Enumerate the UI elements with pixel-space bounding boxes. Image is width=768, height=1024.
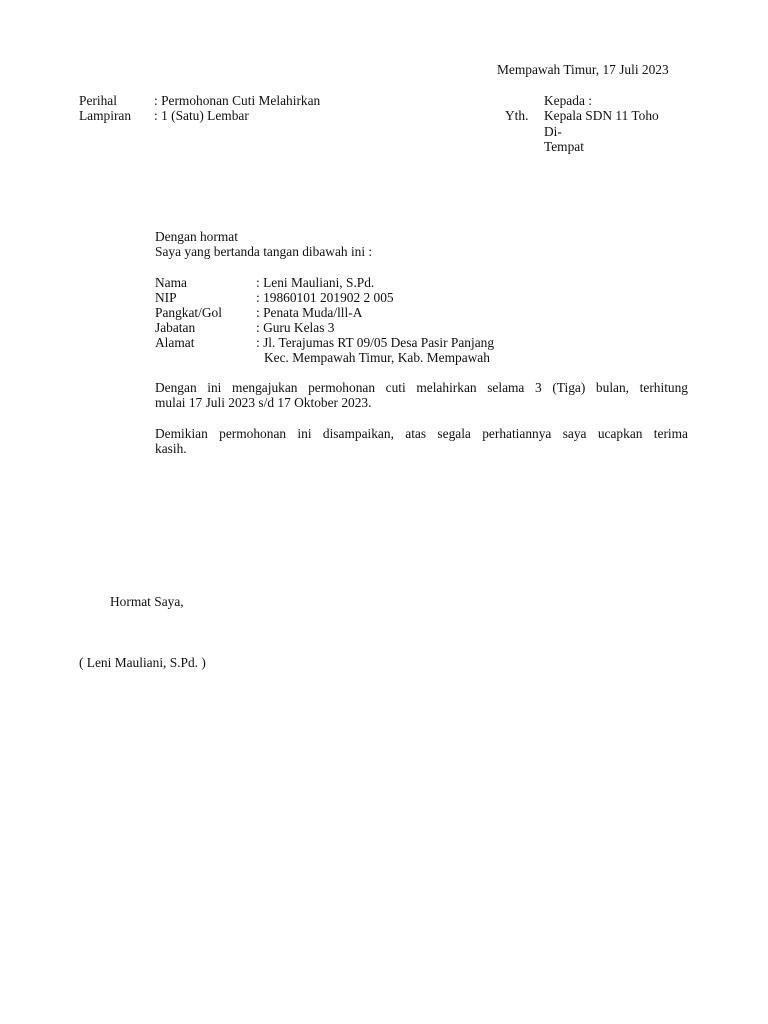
attachment-value: : 1 (Satu) Lembar (154, 108, 249, 123)
field-value-address-continued: Kec. Mempawah Timur, Kab. Mempawah (264, 350, 490, 365)
paragraph-line: mulai 17 Juli 2023 s/d 17 Oktober 2023. (155, 395, 372, 411)
recipient-line: Di- (544, 123, 562, 139)
recipient-line: Kepala SDN 11 Toho (544, 108, 659, 124)
greeting: Dengan hormat (155, 229, 238, 244)
recipient-block (544, 93, 659, 155)
field-value-rank: : Penata Muda/lll-A (256, 305, 363, 320)
place-date: Mempawah Timur, 17 Juli 2023 (497, 62, 669, 77)
signature-name: ( Leni Mauliani, S.Pd. ) (79, 655, 206, 670)
field-value-nip: : 19860101 201902 2 005 (256, 290, 394, 305)
recipient-line: Tempat (544, 139, 584, 155)
closing-paragraph (155, 426, 688, 457)
closing-salutation: Hormat Saya, (110, 594, 184, 609)
addressee-prefix: Yth. (505, 108, 529, 123)
paragraph-line: Demikian permohonan ini disampaikan, atas segala perhatiannya saya ucapkan terima (155, 426, 688, 441)
paragraph-line: kasih. (155, 441, 187, 457)
field-label-rank: Pangkat/Gol (155, 305, 222, 320)
field-value-address: : Jl. Terajumas RT 09/05 Desa Pasir Panjang (256, 335, 495, 350)
field-label-nip: NIP (155, 290, 177, 305)
recipient-line: Kepada : (544, 93, 592, 108)
field-label-address: Alamat (155, 335, 195, 350)
request-paragraph (155, 380, 688, 411)
field-label-name: Nama (155, 275, 187, 290)
field-label-position: Jabatan (155, 320, 196, 335)
intro-line: Saya yang bertanda tangan dibawah ini : (155, 244, 373, 259)
subject-value: : Permohonan Cuti Melahirkan (154, 93, 321, 108)
paragraph-line: Dengan ini mengajukan permohonan cuti melahirkan selama 3 (Tiga) bulan, terhitung (155, 380, 688, 395)
field-value-name: : Leni Mauliani, S.Pd. (256, 275, 375, 290)
subject-label: Perihal (79, 93, 117, 108)
attachment-label: Lampiran (79, 108, 132, 123)
field-value-position: : Guru Kelas 3 (256, 320, 335, 335)
